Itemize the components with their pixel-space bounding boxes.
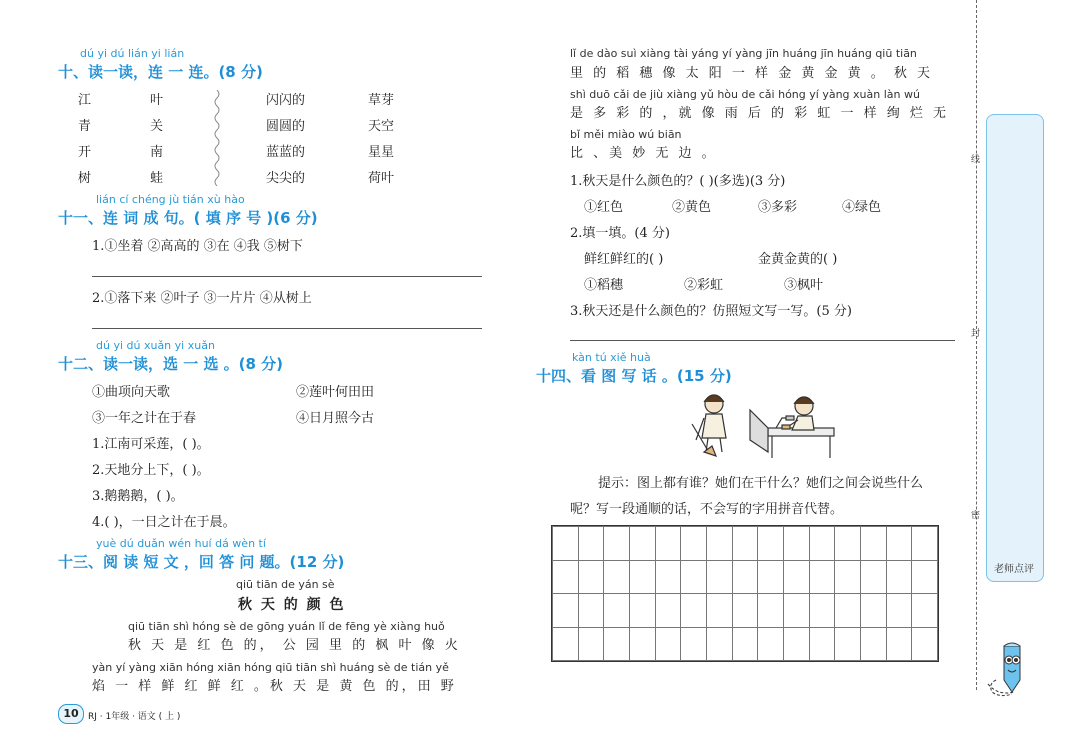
s11-title: 十一、连 词 成 句。( 填 序 号 )(6 分): [58, 209, 318, 227]
pencil-mascot-icon: [984, 640, 1032, 700]
s10-col3-0: 闪闪的: [266, 93, 306, 108]
s13-heading: 秋 天 的 颜 色: [238, 597, 346, 613]
s12-opt3: ③一年之计在于春: [92, 411, 197, 426]
s13-q1-opt1[interactable]: ①红色: [584, 200, 624, 215]
grid-cell[interactable]: [809, 627, 835, 661]
s13-line0-text: 秋 天 是 红 色 的， 公 园 里 的 枫 叶 像 火: [128, 638, 461, 653]
grid-cell[interactable]: [706, 527, 732, 561]
cut-mark-3: 密: [971, 511, 981, 521]
s11-q2: 2.①落下来 ②叶子 ③一片片 ④从树上: [92, 291, 312, 306]
s13-q2-a: 鲜红鲜红的( ): [584, 252, 664, 267]
s13-line1-text: 焰 一 样 鲜 红 鲜 红 。秋 天 是 黄 色 的，田 野: [92, 679, 457, 694]
cut-mark-2: 封: [971, 329, 981, 339]
writing-grid[interactable]: [551, 525, 939, 662]
grid-cell[interactable]: [758, 627, 784, 661]
grid-cell[interactable]: [783, 560, 809, 594]
teacher-comment-panel[interactable]: [986, 114, 1044, 582]
grid-cell[interactable]: [860, 594, 886, 628]
s11-answer-line-1[interactable]: [92, 276, 482, 277]
grid-cell[interactable]: [578, 527, 604, 561]
grid-cell[interactable]: [783, 627, 809, 661]
s10-col4-1: 天空: [368, 119, 395, 134]
grid-cell[interactable]: [553, 627, 579, 661]
s10-col4-3: 荷叶: [368, 171, 395, 186]
grid-cell[interactable]: [912, 627, 938, 661]
s11-pinyin: lián cí chéng jù tián xù hào: [96, 193, 245, 206]
s14-title: 十四、看 图 写 话 。(15 分): [536, 367, 732, 385]
grid-cell[interactable]: [655, 627, 681, 661]
grid-cell[interactable]: [886, 527, 912, 561]
cleaning-illustration: [686, 390, 840, 460]
s14-pinyin: kàn tú xiě huà: [572, 351, 651, 364]
s12-pinyin: dú yi dú xuǎn yi xuǎn: [96, 339, 215, 352]
s13-line3-pinyin: shì duō cǎi de jiù xiàng yǔ hòu de cǎi hóng yí yàng xuàn làn wú: [570, 88, 920, 101]
grid-cell[interactable]: [809, 527, 835, 561]
grid-row: [553, 627, 938, 661]
s10-col2-1: 关: [150, 119, 164, 134]
s12-title: 十二、读一读，选 一 选 。(8 分): [58, 355, 284, 373]
s10-title: 十、读一读，连 一 连。(8 分): [58, 63, 263, 81]
s10-col1-3: 树: [78, 171, 92, 186]
grid-cell[interactable]: [835, 560, 861, 594]
grid-cell[interactable]: [732, 527, 758, 561]
grid-cell[interactable]: [655, 594, 681, 628]
grid-cell[interactable]: [629, 627, 655, 661]
s13-q2-opt3[interactable]: ③枫叶: [784, 278, 824, 293]
grid-cell[interactable]: [706, 560, 732, 594]
grid-cell[interactable]: [578, 594, 604, 628]
s12-q4: 4.( )，一日之计在于晨。: [92, 515, 236, 530]
grid-cell[interactable]: [629, 594, 655, 628]
grid-cell[interactable]: [758, 594, 784, 628]
s13-pinyin: yuè dú duǎn wén huí dá wèn tí: [96, 537, 266, 550]
s13-answer-line[interactable]: [570, 340, 955, 341]
s12-opt2: ②莲叶何田田: [296, 385, 375, 400]
s10-col1-1: 青: [78, 119, 92, 134]
grid-cell[interactable]: [578, 560, 604, 594]
grid-cell[interactable]: [835, 627, 861, 661]
grid-cell[interactable]: [732, 627, 758, 661]
grid-cell[interactable]: [604, 560, 630, 594]
s13-line2-pinyin: lǐ de dào suì xiàng tài yáng yí yàng jīn huáng jīn huáng qiū tiān: [570, 47, 917, 60]
s13-line0-pinyin: qiū tiān shì hóng sè de gōng yuán lǐ de fēng yè xiàng huǒ: [128, 620, 445, 633]
grid-cell[interactable]: [553, 527, 579, 561]
s10-col2-2: 南: [150, 145, 164, 160]
s13-line2-text: 里 的 稻 穗 像 太 阳 一 样 金 黄 金 黄 。 秋 天: [570, 66, 933, 81]
s12-q1: 1.江南可采莲，( )。: [92, 437, 210, 452]
s10-col3-2: 蓝蓝的: [266, 145, 306, 160]
grid-cell[interactable]: [604, 627, 630, 661]
s13-q2: 2.填一填。(4 分): [570, 226, 670, 241]
footer-text: RJ · 1年级 · 语文 ( 上 ): [88, 712, 181, 722]
s10-col2-3: 蛙: [150, 171, 164, 186]
grid-row: [553, 560, 938, 594]
s10-pinyin: dú yi dú lián yi lián: [80, 47, 185, 60]
grid-cell[interactable]: [732, 594, 758, 628]
page-number: 10: [58, 704, 84, 724]
s13-line4-text: 比 、美 妙 无 边 。: [570, 146, 718, 161]
grid-cell[interactable]: [860, 627, 886, 661]
grid-cell[interactable]: [783, 594, 809, 628]
grid-cell[interactable]: [553, 594, 579, 628]
grid-cell[interactable]: [655, 560, 681, 594]
grid-cell[interactable]: [886, 594, 912, 628]
grid-cell[interactable]: [578, 627, 604, 661]
s13-line1-pinyin: yàn yí yàng xiān hóng xiān hóng qiū tiān shì huáng sè de tián yě: [92, 661, 449, 674]
cut-mark-1: 线: [971, 155, 981, 165]
grid-cell[interactable]: [809, 594, 835, 628]
s13-q1-opt4[interactable]: ④绿色: [842, 200, 882, 215]
grid-cell[interactable]: [604, 527, 630, 561]
grid-cell[interactable]: [732, 560, 758, 594]
s10-col4-2: 星星: [368, 145, 395, 160]
cut-line: [976, 0, 977, 690]
s13-q2-opt1[interactable]: ①稻穗: [584, 278, 624, 293]
grid-cell[interactable]: [835, 527, 861, 561]
s13-q2-opt2[interactable]: ②彩虹: [684, 278, 724, 293]
s11-answer-line-2[interactable]: [92, 328, 482, 329]
grid-cell[interactable]: [681, 560, 707, 594]
grid-cell[interactable]: [681, 627, 707, 661]
teacher-comment-label: 老师点评: [994, 564, 1034, 575]
grid-cell[interactable]: [758, 527, 784, 561]
s13-title: 十三、阅 读 短 文 ，回 答 问 题。(12 分): [58, 553, 345, 571]
grid-cell[interactable]: [706, 594, 732, 628]
grid-cell[interactable]: [783, 527, 809, 561]
grid-row: [553, 594, 938, 628]
grid-cell[interactable]: [655, 527, 681, 561]
s10-col2-0: 叶: [150, 93, 164, 108]
s14-hint-1: 提示：图上都有谁？她们在干什么？她们之间会说些什么: [598, 476, 924, 491]
s13-q3: 3.秋天还是什么颜色的？仿照短文写一写。(5 分): [570, 304, 852, 319]
s12-opt1: ①曲项向天歌: [92, 385, 171, 400]
grid-cell[interactable]: [553, 560, 579, 594]
s13-heading-pinyin: qiū tiān de yán sè: [236, 578, 335, 591]
s10-col3-1: 圆圆的: [266, 119, 306, 134]
grid-cell[interactable]: [604, 594, 630, 628]
grid-cell[interactable]: [835, 594, 861, 628]
grid-cell[interactable]: [860, 560, 886, 594]
s12-q2: 2.天地分上下，( )。: [92, 463, 210, 478]
grid-cell[interactable]: [758, 560, 784, 594]
grid-cell[interactable]: [629, 560, 655, 594]
s13-q2-b: 金黄金黄的( ): [758, 252, 838, 267]
s13-line3-text: 是 多 彩 的 ，就 像 雨 后 的 彩 虹 一 样 绚 烂 无: [570, 106, 949, 121]
s13-q1-opt3[interactable]: ③多彩: [758, 200, 798, 215]
s13-q1-opt2[interactable]: ②黄色: [672, 200, 712, 215]
s10-col3-3: 尖尖的: [266, 171, 306, 186]
s11-q1: 1.①坐着 ②高高的 ③在 ④我 ⑤树下: [92, 239, 303, 254]
grid-cell[interactable]: [912, 560, 938, 594]
grid-cell[interactable]: [681, 527, 707, 561]
grid-cell[interactable]: [912, 527, 938, 561]
s14-hint-2: 呢？写一段通顺的话，不会写的字用拼音代替。: [570, 502, 844, 517]
grid-row: [553, 527, 938, 561]
s10-col1-0: 江: [78, 93, 92, 108]
s12-q3: 3.鹅鹅鹅，( )。: [92, 489, 184, 504]
s10-col4-0: 草芽: [368, 93, 395, 108]
grid-cell[interactable]: [809, 560, 835, 594]
s13-q1: 1.秋天是什么颜色的？( )(多选)(3 分): [570, 174, 786, 189]
grid-cell[interactable]: [681, 594, 707, 628]
grid-cell[interactable]: [912, 594, 938, 628]
grid-cell[interactable]: [886, 627, 912, 661]
grid-cell[interactable]: [886, 560, 912, 594]
s10-col1-2: 开: [78, 145, 92, 160]
s12-opt4: ④日月照今古: [296, 411, 375, 426]
grid-cell[interactable]: [860, 527, 886, 561]
s13-line4-pinyin: bǐ měi miào wú biān: [570, 128, 682, 141]
grid-cell[interactable]: [706, 627, 732, 661]
grid-cell[interactable]: [629, 527, 655, 561]
wavy-divider: [212, 90, 222, 186]
